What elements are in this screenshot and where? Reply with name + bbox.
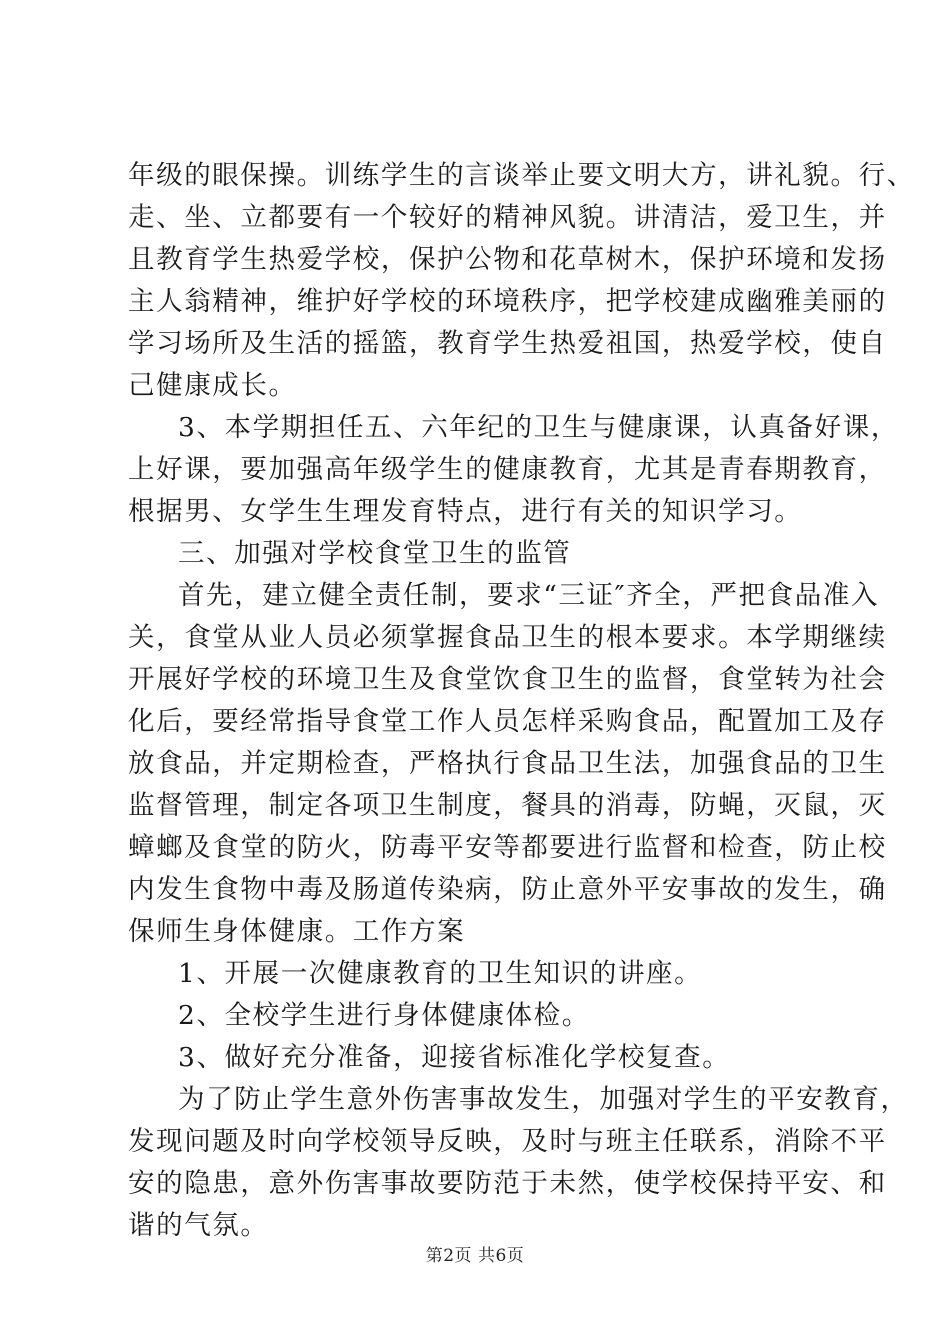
text-line: 且教育学生热爱学校，保护公物和花草树木，保护环境和发扬 (128, 244, 887, 275)
text-line: 为了防止学生意外伤害事故发生，加强对学生的平安教育， (178, 1084, 909, 1115)
page-footer: 第2页 共6页 (425, 1246, 525, 1266)
text-line: 化后，要经常指导食堂工作人员怎样采购食品，配置加工及存 (128, 706, 887, 737)
text-line: 首先，建立健全责任制，要求“三证″齐全，严把食品准入 (178, 580, 880, 611)
list-item: 3、做好充分准备，迎接省标准化学校复查。 (178, 1042, 731, 1073)
list-item: 2、全校学生进行身体健康体检。 (178, 1000, 590, 1031)
text-line: 根据男、女学生生理发育特点，进行有关的知识学习。 (128, 496, 803, 527)
text-line: 主人翁精神，维护好学校的环境秩序，把学校建成幽雅美丽的 (128, 286, 887, 317)
list-item: 1、开展一次健康教育的卫生知识的讲座。 (178, 958, 703, 989)
text-line: 上好课，要加强高年级学生的健康教育，尤其是青春期教育， (128, 454, 887, 485)
text-line: 开展好学校的环境卫生及食堂饮食卫生的监督，食堂转为社会 (128, 664, 887, 695)
text-line: 蟑螂及食堂的防火，防毒平安等都要进行监督和检查，防止校 (128, 832, 887, 863)
text-line: 学习场所及生活的摇篮，教育学生热爱祖国，热爱学校，使自 (128, 328, 887, 359)
text-line: 关，食堂从业人员必须掌握食品卫生的根本要求。本学期继续 (128, 622, 887, 653)
text-line: 发现问题及时向学校领导反映，及时与班主任联系，消除不平 (128, 1126, 887, 1157)
text-line: 3、本学期担任五、六年纪的卫生与健康课，认真备好课， (178, 412, 899, 443)
text-line: 谐的气氛。 (128, 1210, 269, 1241)
text-line: 安的隐患，意外伤害事故要防范于未然，使学校保持平安、和 (128, 1168, 887, 1199)
text-line: 内发生食物中毒及肠道传染病，防止意外平安事故的发生，确 (128, 874, 887, 905)
text-line: 放食品，并定期检查，严格执行食品卫生法，加强食品的卫生 (128, 748, 887, 779)
text-line: 走、坐、立都要有一个较好的精神风貌。讲清洁，爱卫生，并 (128, 202, 887, 233)
text-line: 己健康成长。 (128, 370, 297, 401)
section-heading: 三、加强对学校食堂卫生的监管 (178, 538, 572, 569)
text-line: 监督管理，制定各项卫生制度，餐具的消毒，防蝇，灭鼠，灭 (128, 790, 887, 821)
text-line: 年级的眼保操。训练学生的言谈举止要文明大方，讲礼貌。行、 (128, 160, 915, 191)
text-line: 保师生身体健康。工作方案 (128, 916, 466, 947)
